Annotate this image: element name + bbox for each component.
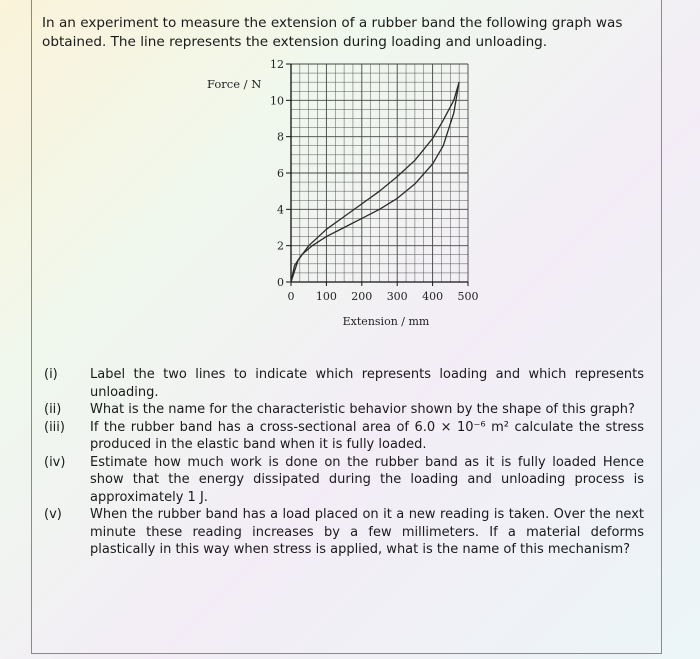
question-text: When the rubber band has a load placed on it a new reading is taken. Over the next minute these reading increases by a few millimeters. If a material deforms plastically in this way when stress is applied, what is the name of this mechanism? [90,507,644,557]
x-axis-label: Extension / mm [342,315,430,328]
y-tick-label: 6 [277,167,284,180]
chart-grid [291,64,468,282]
question-item [44,506,644,559]
x-tick-label: 500 [457,290,479,303]
y-axis-label: Force / N [207,77,262,91]
question-text: What is the name for the characteristic behavior shown by the shape of this graph? [90,402,635,417]
x-tick-label: 300 [386,290,408,303]
question-text: If the rubber band has a cross-sectional area of 6.0 × 10⁻⁶ m² calculate the stress produced in the elastic band when it is fully loaded. [90,419,644,452]
x-tick-label: 400 [422,290,444,303]
question-number: (iv) [44,454,66,470]
question-number: (i) [44,367,58,382]
y-tick-label: 0 [277,276,284,289]
question-number: (iii) [44,419,65,435]
question-item [44,401,644,419]
question-text: Label the two lines to indicate which represents loading and which represents unloading. [90,367,644,400]
question-number: (ii) [44,402,62,417]
y-tick-label: 8 [277,130,284,144]
y-tick-label: 10 [270,94,284,108]
question-list [44,366,644,559]
y-tick-label: 12 [270,58,284,71]
y-tick-label: 4 [277,203,284,217]
y-tick-label: 2 [277,239,284,253]
question-item [44,366,644,401]
x-tick-label: 100 [315,290,337,303]
question-number: (v) [44,507,62,522]
question-intro: In an experiment to measure the extension of a rubber band the following graph was obtained. The line represents the extension during loading and unloading. [42,15,623,50]
x-tick-label: 200 [351,290,373,303]
question-item [44,454,644,507]
x-tick-label: 0 [287,290,295,303]
question-item [44,419,644,454]
question-text: Estimate how much work is done on the rubber band as it is fully loaded Hence show that the energy dissipated during the loading and unloading process is approximately 1 J. [90,454,644,505]
